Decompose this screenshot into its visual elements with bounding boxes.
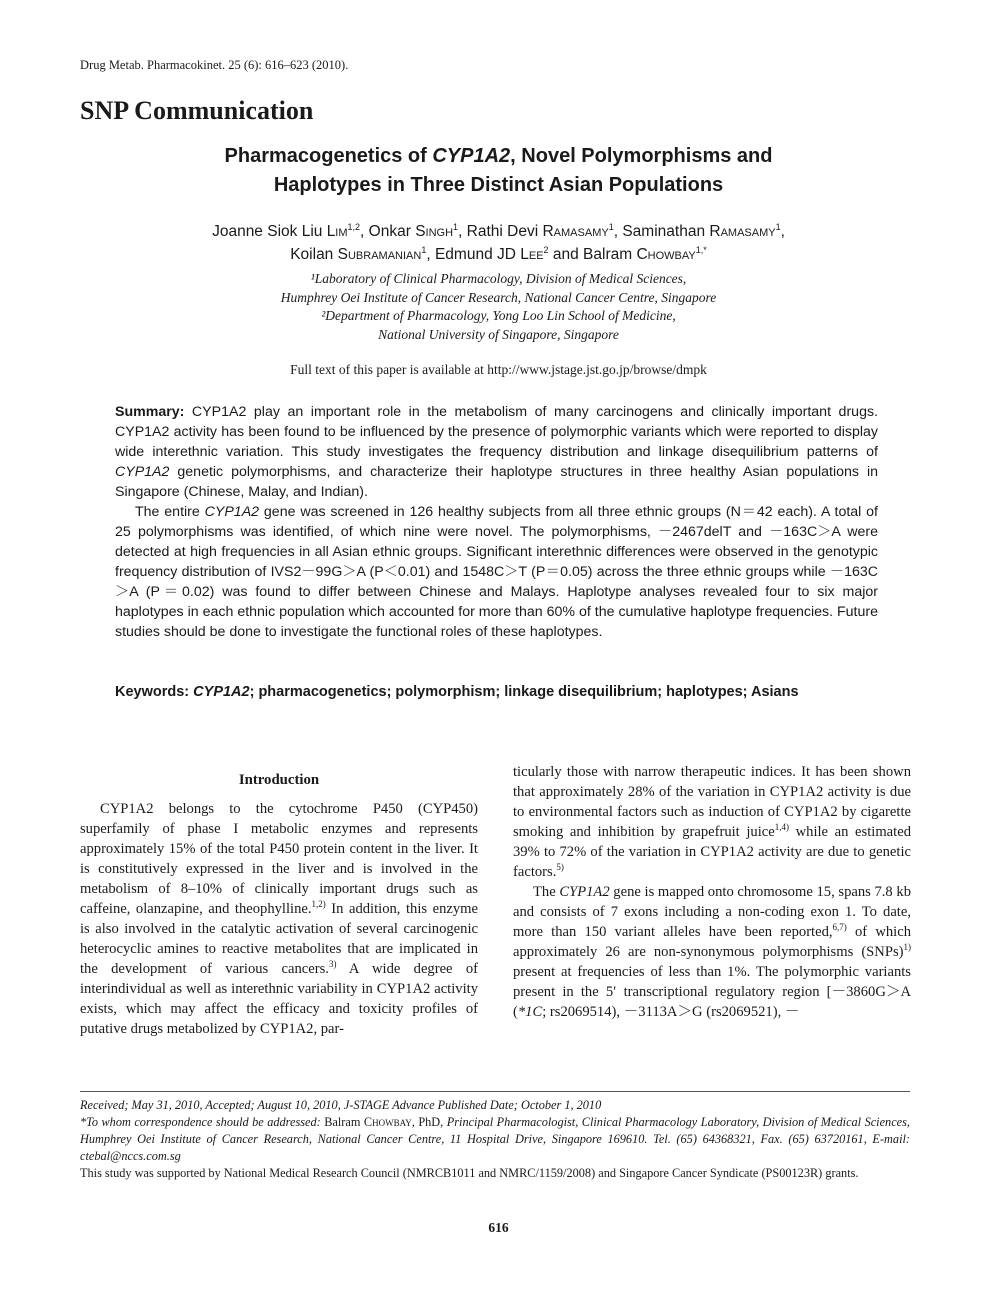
title-line1-pre: Pharmacogenetics of	[224, 145, 433, 167]
keyword-gene: CYP1A2	[193, 684, 250, 700]
left-column	[80, 762, 478, 1039]
full-text-note: Full text of this paper is available at http://www.jstage.jst.go.jp/browse/dmpk	[290, 362, 707, 377]
title-line1-post: , Novel Polymorphisms and	[510, 145, 773, 167]
article-title	[80, 142, 917, 200]
correspondence: *To whom correspondence should be addressed: Balram Chowbay, PhD, Principal Pharmacologist, Clinical Pharmacology Laboratory, Division of Medical Sciences, Humphrey Oei Institute of Cancer Research, National Cancer Centre, 11 Hospital Drive, Singapore 169610. Tel. (65) 64368321, Fax. (65) 63720161, E-mail: ctebal@nccs.com.sg	[80, 1115, 910, 1163]
summary-paragraph: The entire CYP1A2 gene was screened in 126 healthy subjects from all three ethnic groups (N＝42 each). A total of 25 polymorphisms was identified, of which nine were novel. The polymorphisms, －2467delT and －163C＞A were detected at high frequencies in all Asian ethnic groups. Significant interethnic differences were observed in the genotypic frequency distribution of IVS2－99G＞A (P＜0.01) and 1548C＞T (P＝0.05) across the three ethnic groups while －163C＞A (P＝0.02) was found to differ between Chinese and Malays. Haplotype analyses revealed four to six major haplotypes in each ethnic population which accounted for more than 60% of the cumulative haplotype frequencies. Future studies should be done to investigate the functional roles of these haplotypes.	[115, 504, 879, 640]
body-paragraph: ticularly those with narrow therapeutic indices. It has been shown that approximately 28% of the variation in CYP1A2 activity is due to environmental factors such as induction of CYP1A2 by cigarette smoking and inhibition by grapefruit juice$^{1,4)}$ while an estimated 39% to 72% of the variation in CYP1A2 activity are due to genetic factors.$^{5)}$	[513, 764, 911, 880]
affiliation-line: ¹Laboratory of Clinical Pharmacology, Division of Medical Sciences,	[310, 271, 687, 286]
author: Edmund JD Lee$^2$ and	[434, 244, 584, 263]
introduction-heading: Introduction	[238, 772, 320, 788]
author: Koilan Subramanian$^1$,	[290, 244, 435, 263]
title-gene: CYP1A2	[432, 145, 511, 167]
keywords-label: Keywords:	[115, 684, 190, 700]
right-column	[513, 762, 911, 1022]
summary-paragraph: Summary: CYP1A2 play an important role in the metabolism of many carcinogens and clinically important drugs. CYP1A2 activity has been found to be influenced by the presence of polymorphic variants which were reported to display wide interethnic variation. This study investigates the frequency distribution and linkage disequilibrium patterns of CYP1A2 genetic polymorphisms, and characterize their haplotype structures in three healthy Asian populations in Singapore (Chinese, Malay, and Indian).	[115, 404, 878, 500]
author: Balram Chowbay$^{1,*}$	[583, 244, 707, 263]
body-paragraph: The CYP1A2 gene is mapped onto chromosome 15, spans 7.8 kb and consists of 7 exons including a non-coding exon 1. To date, more than 150 variant alleles have been reported,$^{6,7)}$ of which approximately 26 are non-synonymous polymorphisms (SNPs)$^{1)}$ present at frequencies of less than 1%. The polymorphic variants present in the 5′ transcriptional regulatory region [－3860G＞A (*1C; rs2069514), －3113A＞G (rs2069521), －	[513, 884, 911, 1020]
author: Rathi Devi Ramasamy$^1$,	[466, 221, 623, 240]
funding-note: This study was supported by National Medical Research Council (NMRCB1011 and NMRC/1159/2008) and Singapore Cancer Syndicate (PS00123R) grants.	[80, 1166, 859, 1180]
received-dates: Received; May 31, 2010, Accepted; August 10, 2010, J-STAGE Advance Published Date; October 1, 2010	[80, 1098, 602, 1112]
author: Onkar Singh$^1$,	[368, 221, 467, 240]
journal-reference: Drug Metab. Pharmacokinet. 25 (6): 616–623 (2010).	[80, 58, 349, 72]
summary-abstract	[115, 402, 878, 642]
affiliation-line: Humphrey Oei Institute of Cancer Research, National Cancer Centre, Singapore	[280, 289, 717, 305]
summary-label: Summary:	[115, 404, 185, 420]
page-number: 616	[488, 1220, 509, 1235]
author-list	[80, 220, 917, 266]
keywords	[115, 684, 878, 700]
footnote-divider	[80, 1091, 910, 1092]
affiliation-line: ²Department of Pharmacology, Yong Loo Lin School of Medicine,	[321, 308, 676, 323]
author: Saminathan Ramasamy$^1$,	[622, 221, 785, 240]
footnotes	[80, 1097, 910, 1182]
keyword-list: ; pharmacogenetics; polymorphism; linkage disequilibrium; haplotypes; Asians	[249, 684, 799, 700]
body-paragraph: CYP1A2 belongs to the cytochrome P450 (CYP450) superfamily of phase I metabolic enzymes and represents approximately 15% of the total P450 protein content in the liver. It is constitutively expressed in the liver and is involved in the metabolism of 8–10% of clinically important drugs such as caffeine, olanzapine, and theophylline.$^{1,2)}$ In addition, this enzyme is also involved in the catalytic activation of several carcinogenic heterocyclic amines to reactive metabolites that are implicated in the development of various cancers.$^{3)}$ A wide degree of interindividual as well as interethnic variability in CYP1A2 activity exists, which may affect the efficacy and toxicity profiles of putative drugs metabolized by CYP1A2, par-	[80, 801, 478, 1037]
section-label: SNP Communication	[80, 96, 314, 125]
affiliation-line: National University of Singapore, Singapore	[378, 326, 619, 342]
author: Joanne Siok Liu Lim$^{1,2}$,	[212, 221, 369, 240]
title-line2: Haplotypes in Three Distinct Asian Populations	[273, 174, 724, 196]
affiliations	[80, 270, 917, 344]
